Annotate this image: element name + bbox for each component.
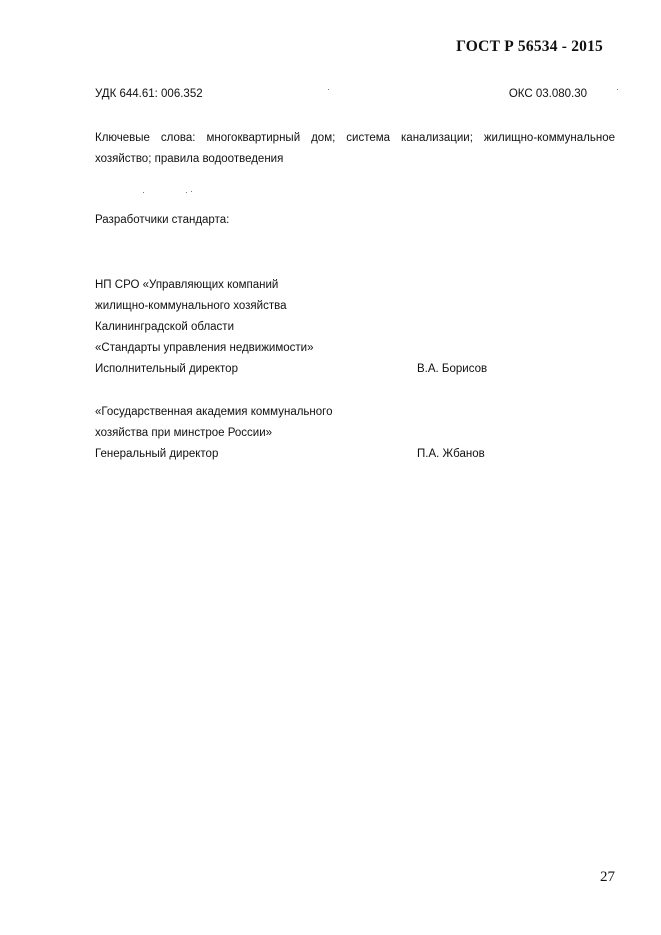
signatory-position: Исполнительный директор <box>95 363 238 375</box>
scan-speck <box>328 89 329 90</box>
scan-speck <box>186 192 187 193</box>
signatory-row <box>95 359 525 380</box>
developers-title: Разработчики стандарта: <box>95 214 230 226</box>
scan-speck <box>617 89 618 90</box>
keywords-paragraph: Ключевые слова: многоквартирный дом; система канализации; жилищно-коммунальное хозяйство; правила водоотведения <box>95 132 615 165</box>
udk-code: УДК 644.61: 006.352 <box>95 88 203 100</box>
organization-name-line: хозяйства при минстрое России» <box>95 427 273 439</box>
organization-name-line: Калининградской области <box>95 321 234 333</box>
organization-name-line: «Стандарты управления недвижимости» <box>95 342 314 354</box>
scan-speck <box>143 192 144 193</box>
signatory-name: В.А. Борисов <box>417 363 488 375</box>
scan-speck <box>191 191 192 192</box>
organization-name-line: жилищно-коммунального хозяйства <box>95 300 287 312</box>
signatory-name: П.А. Жбанов <box>417 448 485 460</box>
oks-code: ОКС 03.080.30 <box>508 88 587 100</box>
organization-name-line: «Государственная академия коммунального <box>95 406 333 418</box>
signatory-position: Генеральный директор <box>95 448 219 460</box>
developer-organization-2 <box>95 402 525 465</box>
developer-organization-1 <box>95 275 525 380</box>
organization-name-line: НП СРО «Управляющих компаний <box>95 279 279 291</box>
signatory-row <box>95 444 525 465</box>
standard-code-header: ГОСТ Р 56534 - 2015 <box>456 38 603 55</box>
page-number: 27 <box>600 869 615 885</box>
